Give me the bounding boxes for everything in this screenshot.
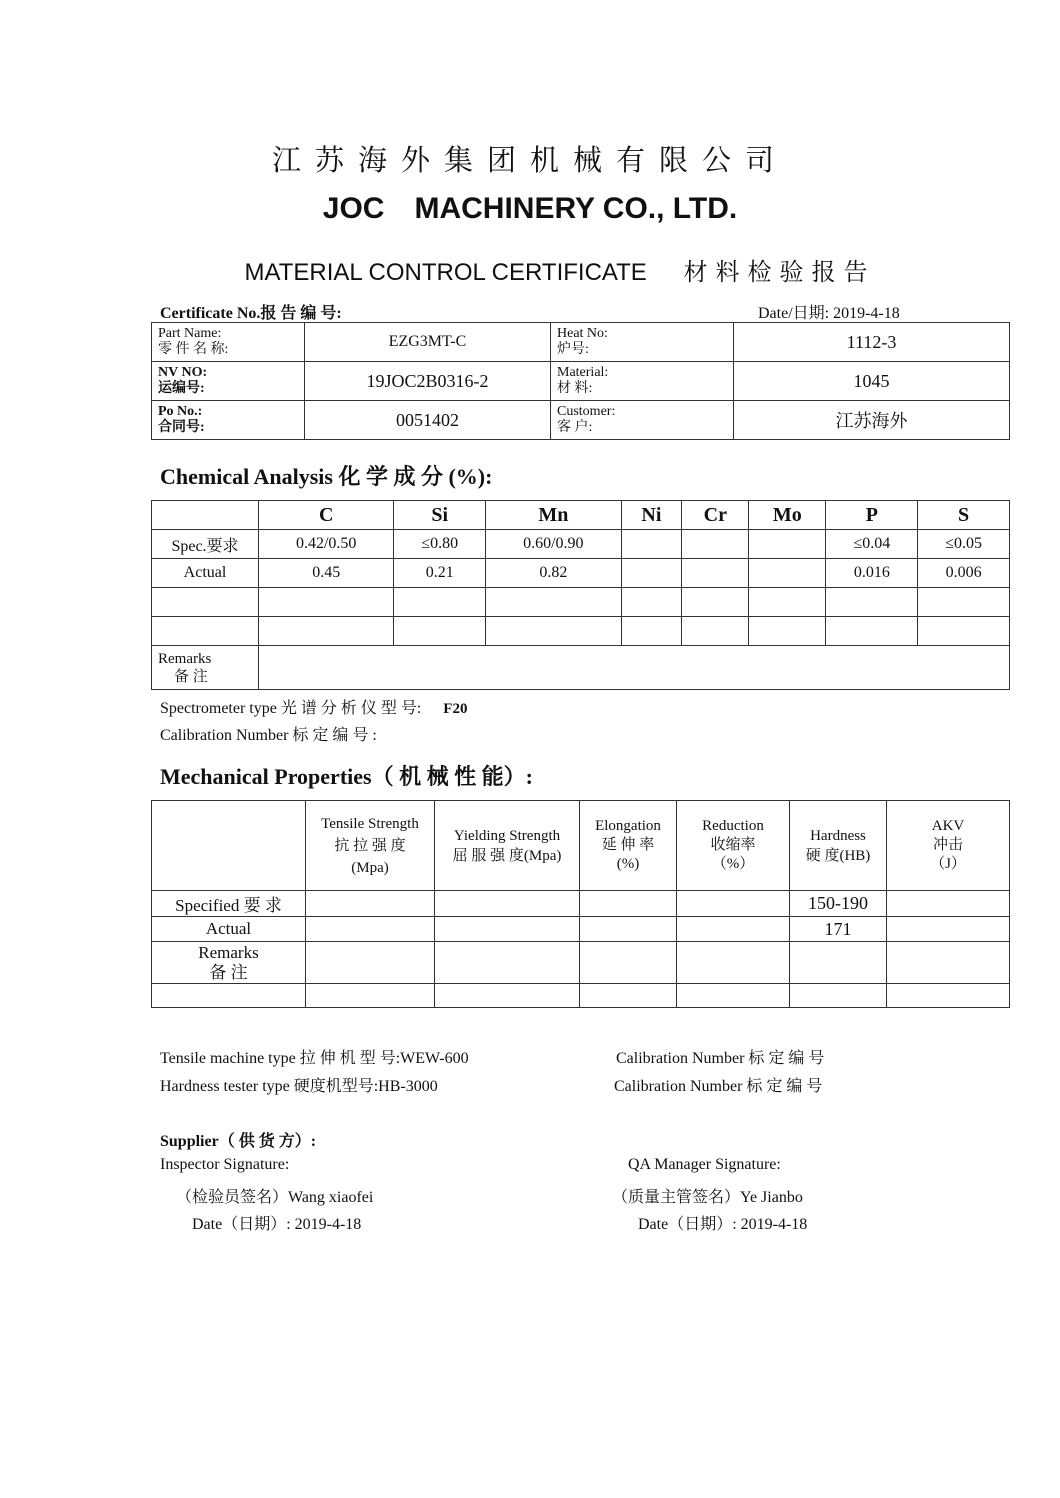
tensile-calibration-line: Calibration Number 标 定 编 号 — [616, 1050, 825, 1067]
tensile-header-en: Tensile Strength — [321, 815, 419, 832]
element-p: P — [826, 501, 918, 530]
hardness-header-en: Hardness — [810, 827, 866, 844]
specified-row — [152, 891, 1010, 917]
empty-cell — [152, 617, 259, 646]
tensile-machine-line: Tensile machine type 拉 伸 机 型 号:WEW-600 — [160, 1050, 469, 1067]
info-row — [152, 323, 1010, 362]
hardness-header-cn: 硬 度(HB) — [805, 847, 871, 864]
part-name-value: EZG3MT-C — [305, 323, 551, 362]
company-name-en-a: JOC — [322, 192, 385, 225]
certificate-title-en: MATERIAL CONTROL CERTIFICATE — [244, 259, 647, 286]
spec-value: ≤0.05 — [918, 530, 1010, 559]
mech-cell — [306, 942, 435, 984]
qa-date: Date（日期）: 2019-4-18 — [638, 1216, 808, 1233]
spec-value — [682, 530, 749, 559]
spec-value: 0.42/0.50 — [259, 530, 394, 559]
mech-cell — [887, 984, 1010, 1008]
mech-cell — [887, 917, 1010, 942]
mech-cell — [152, 984, 306, 1008]
info-row — [152, 362, 1010, 401]
specified-label: Specified 要 求 — [152, 891, 306, 917]
akv-header-cn: 冲击 — [932, 837, 963, 853]
element-mn: Mn — [486, 501, 621, 530]
yield-header-cn: 屈 服 强 度(Mpa) — [452, 847, 562, 864]
calibration-number-line: Calibration Number 标 定 编 号 : — [160, 727, 377, 744]
mech-cell — [580, 942, 677, 984]
mech-cell — [435, 984, 580, 1008]
chemical-header-corner — [152, 501, 259, 530]
mech-cell — [790, 942, 887, 984]
tensile-header-cn: 抗 拉 强 度 — [334, 837, 406, 854]
empty-cell — [486, 617, 621, 646]
empty-cell — [682, 588, 749, 617]
po-no-label-cn: 合同号: — [158, 420, 205, 435]
spec-value: ≤0.04 — [826, 530, 918, 559]
spec-value — [749, 530, 826, 559]
actual-value: 0.82 — [486, 559, 621, 588]
part-name-label-cn: 零 件 名 称: — [158, 342, 229, 357]
element-si: Si — [394, 501, 486, 530]
hardness-tester-line: Hardness tester type 硬度机型号:HB-3000 — [160, 1078, 438, 1095]
inspector-date: Date（日期）: 2019-4-18 — [192, 1216, 362, 1233]
mech-cell — [677, 891, 790, 917]
element-s: S — [918, 501, 1010, 530]
spectrometer-label: Spectrometer type 光 谱 分 析 仪 型 号: — [160, 700, 422, 717]
elongation-header-en: Elongation — [595, 818, 661, 834]
empty-cell — [918, 617, 1010, 646]
mech-cell — [677, 942, 790, 984]
mech-cell — [887, 891, 1010, 917]
chemical-table — [151, 500, 1010, 690]
reduction-header-en: Reduction — [702, 818, 764, 834]
elongation-header-unit: (%) — [616, 856, 640, 872]
tensile-header — [306, 801, 435, 891]
mech-cell — [887, 942, 1010, 984]
spec-label: Spec.要求 — [152, 530, 259, 559]
element-ni: Ni — [621, 501, 682, 530]
qa-name: （质量主管签名）Ye Jianbo — [612, 1189, 803, 1206]
empty-cell — [259, 588, 394, 617]
part-name-label — [152, 323, 305, 362]
material-label-cn: 材 料: — [557, 381, 593, 396]
tensile-header-unit: (Mpa) — [351, 859, 389, 876]
actual-row — [152, 917, 1010, 942]
remarks-label-en: Remarks — [158, 650, 212, 667]
part-name-label-en: Part Name: — [158, 326, 222, 341]
actual-value — [621, 559, 682, 588]
material-value: 1045 — [734, 362, 1010, 401]
hardness-header — [790, 801, 887, 891]
inspector-signature-label: Inspector Signature: — [160, 1156, 290, 1173]
empty-cell — [918, 588, 1010, 617]
actual-row — [152, 559, 1010, 588]
company-name-cn: 江苏海外集团机械有限公司 — [271, 143, 788, 177]
hardness-calibration-line: Calibration Number 标 定 编 号 — [614, 1078, 823, 1095]
company-name-en — [0, 192, 1060, 226]
remarks-label-en: Remarks — [198, 942, 259, 962]
mech-cell — [580, 917, 677, 942]
customer-value: 江苏海外 — [734, 401, 1010, 440]
po-no-label-en: Po No.: — [158, 404, 203, 419]
mechanical-header-corner — [152, 801, 306, 891]
heat-no-value: 1112-3 — [734, 323, 1010, 362]
reduction-header-cn: 收缩率 — [710, 837, 756, 853]
mech-cell — [306, 891, 435, 917]
customer-label-en: Customer: — [557, 404, 616, 419]
elongation-header — [580, 801, 677, 891]
remarks-row — [152, 942, 1010, 984]
empty-cell — [749, 617, 826, 646]
empty-row — [152, 984, 1010, 1008]
nv-no-label — [152, 362, 305, 401]
mech-cell — [435, 942, 580, 984]
customer-label — [551, 401, 734, 440]
empty-cell — [259, 617, 394, 646]
company-name-en-b: MACHINERY CO., LTD. — [414, 192, 738, 225]
heat-no-label — [551, 323, 734, 362]
mechanical-header-row — [152, 801, 1010, 891]
mech-cell — [790, 984, 887, 1008]
mechanical-properties-title: Mechanical Properties（ 机 械 性 能）: — [160, 764, 533, 789]
empty-cell — [394, 588, 486, 617]
yield-header — [435, 801, 580, 891]
chemical-analysis-title: Chemical Analysis 化 学 成 分 (%): — [160, 464, 493, 489]
element-cr: Cr — [682, 501, 749, 530]
actual-value: 0.21 — [394, 559, 486, 588]
reduction-header-unit: （%） — [711, 856, 755, 872]
po-no-label — [152, 401, 305, 440]
nv-no-label-cn: 运编号: — [158, 381, 205, 396]
element-c: C — [259, 501, 394, 530]
actual-label: Actual — [152, 917, 306, 942]
certificate-date: Date/日期: 2019-4-18 — [758, 305, 900, 322]
spec-row — [152, 530, 1010, 559]
actual-hardness: 171 — [790, 917, 887, 942]
material-label — [551, 362, 734, 401]
po-no-value: 0051402 — [305, 401, 551, 440]
inspector-name: （检验员签名）Wang xiaofei — [176, 1189, 374, 1206]
actual-value: 0.45 — [259, 559, 394, 588]
certificate-no-label: Certificate No.报 告 编 号: — [160, 305, 342, 322]
heat-no-label-en: Heat No: — [557, 326, 608, 341]
mech-cell — [677, 984, 790, 1008]
remarks-label-cn: 备 注 — [174, 668, 208, 685]
reduction-header — [677, 801, 790, 891]
qa-signature-label: QA Manager Signature: — [628, 1156, 781, 1173]
remarks-label — [152, 942, 306, 984]
empty-row — [152, 588, 1010, 617]
yield-header-en: Yielding Strength — [453, 827, 561, 844]
certificate-title — [0, 252, 1060, 287]
empty-cell — [621, 617, 682, 646]
actual-value — [749, 559, 826, 588]
nv-no-value: 19JOC2B0316-2 — [305, 362, 551, 401]
actual-value: 0.016 — [826, 559, 918, 588]
remarks-value — [259, 646, 1010, 690]
mech-cell — [306, 984, 435, 1008]
certificate-title-cn: 材料检验报告 — [683, 258, 876, 286]
spectrometer-line — [160, 695, 467, 718]
mech-cell — [306, 917, 435, 942]
nv-no-label-en: NV NO: — [158, 365, 208, 380]
spec-value: 0.60/0.90 — [486, 530, 621, 559]
actual-value: 0.006 — [918, 559, 1010, 588]
elongation-header-cn: 延 伸 率 — [601, 837, 655, 853]
spec-value — [621, 530, 682, 559]
empty-cell — [486, 588, 621, 617]
empty-cell — [826, 617, 918, 646]
akv-header-en: AKV — [931, 818, 965, 834]
spectrometer-value: F20 — [443, 701, 468, 717]
info-table — [151, 322, 1010, 440]
customer-label-cn: 客 户: — [557, 420, 593, 435]
empty-cell — [621, 588, 682, 617]
mechanical-table — [151, 800, 1010, 1008]
mech-cell — [580, 984, 677, 1008]
mech-cell — [580, 891, 677, 917]
empty-cell — [826, 588, 918, 617]
spec-value: ≤0.80 — [394, 530, 486, 559]
mech-cell — [677, 917, 790, 942]
mech-cell — [435, 891, 580, 917]
material-label-en: Material: — [557, 365, 609, 380]
actual-value — [682, 559, 749, 588]
akv-header — [887, 801, 1010, 891]
actual-label: Actual — [152, 559, 259, 588]
empty-cell — [749, 588, 826, 617]
empty-cell — [682, 617, 749, 646]
empty-cell — [152, 588, 259, 617]
heat-no-label-cn: 炉号: — [557, 342, 589, 357]
specified-hardness: 150-190 — [790, 891, 887, 917]
info-row — [152, 401, 1010, 440]
empty-cell — [394, 617, 486, 646]
element-mo: Mo — [749, 501, 826, 530]
mech-cell — [435, 917, 580, 942]
empty-row — [152, 617, 1010, 646]
chemical-header-row — [152, 501, 1010, 530]
supplier-title: Supplier（ 供 货 方）: — [160, 1133, 317, 1150]
remarks-label-cn: 备 注 — [209, 962, 248, 982]
remarks-row — [152, 646, 1010, 690]
remarks-label — [152, 646, 259, 690]
akv-header-unit: （J） — [930, 856, 966, 872]
